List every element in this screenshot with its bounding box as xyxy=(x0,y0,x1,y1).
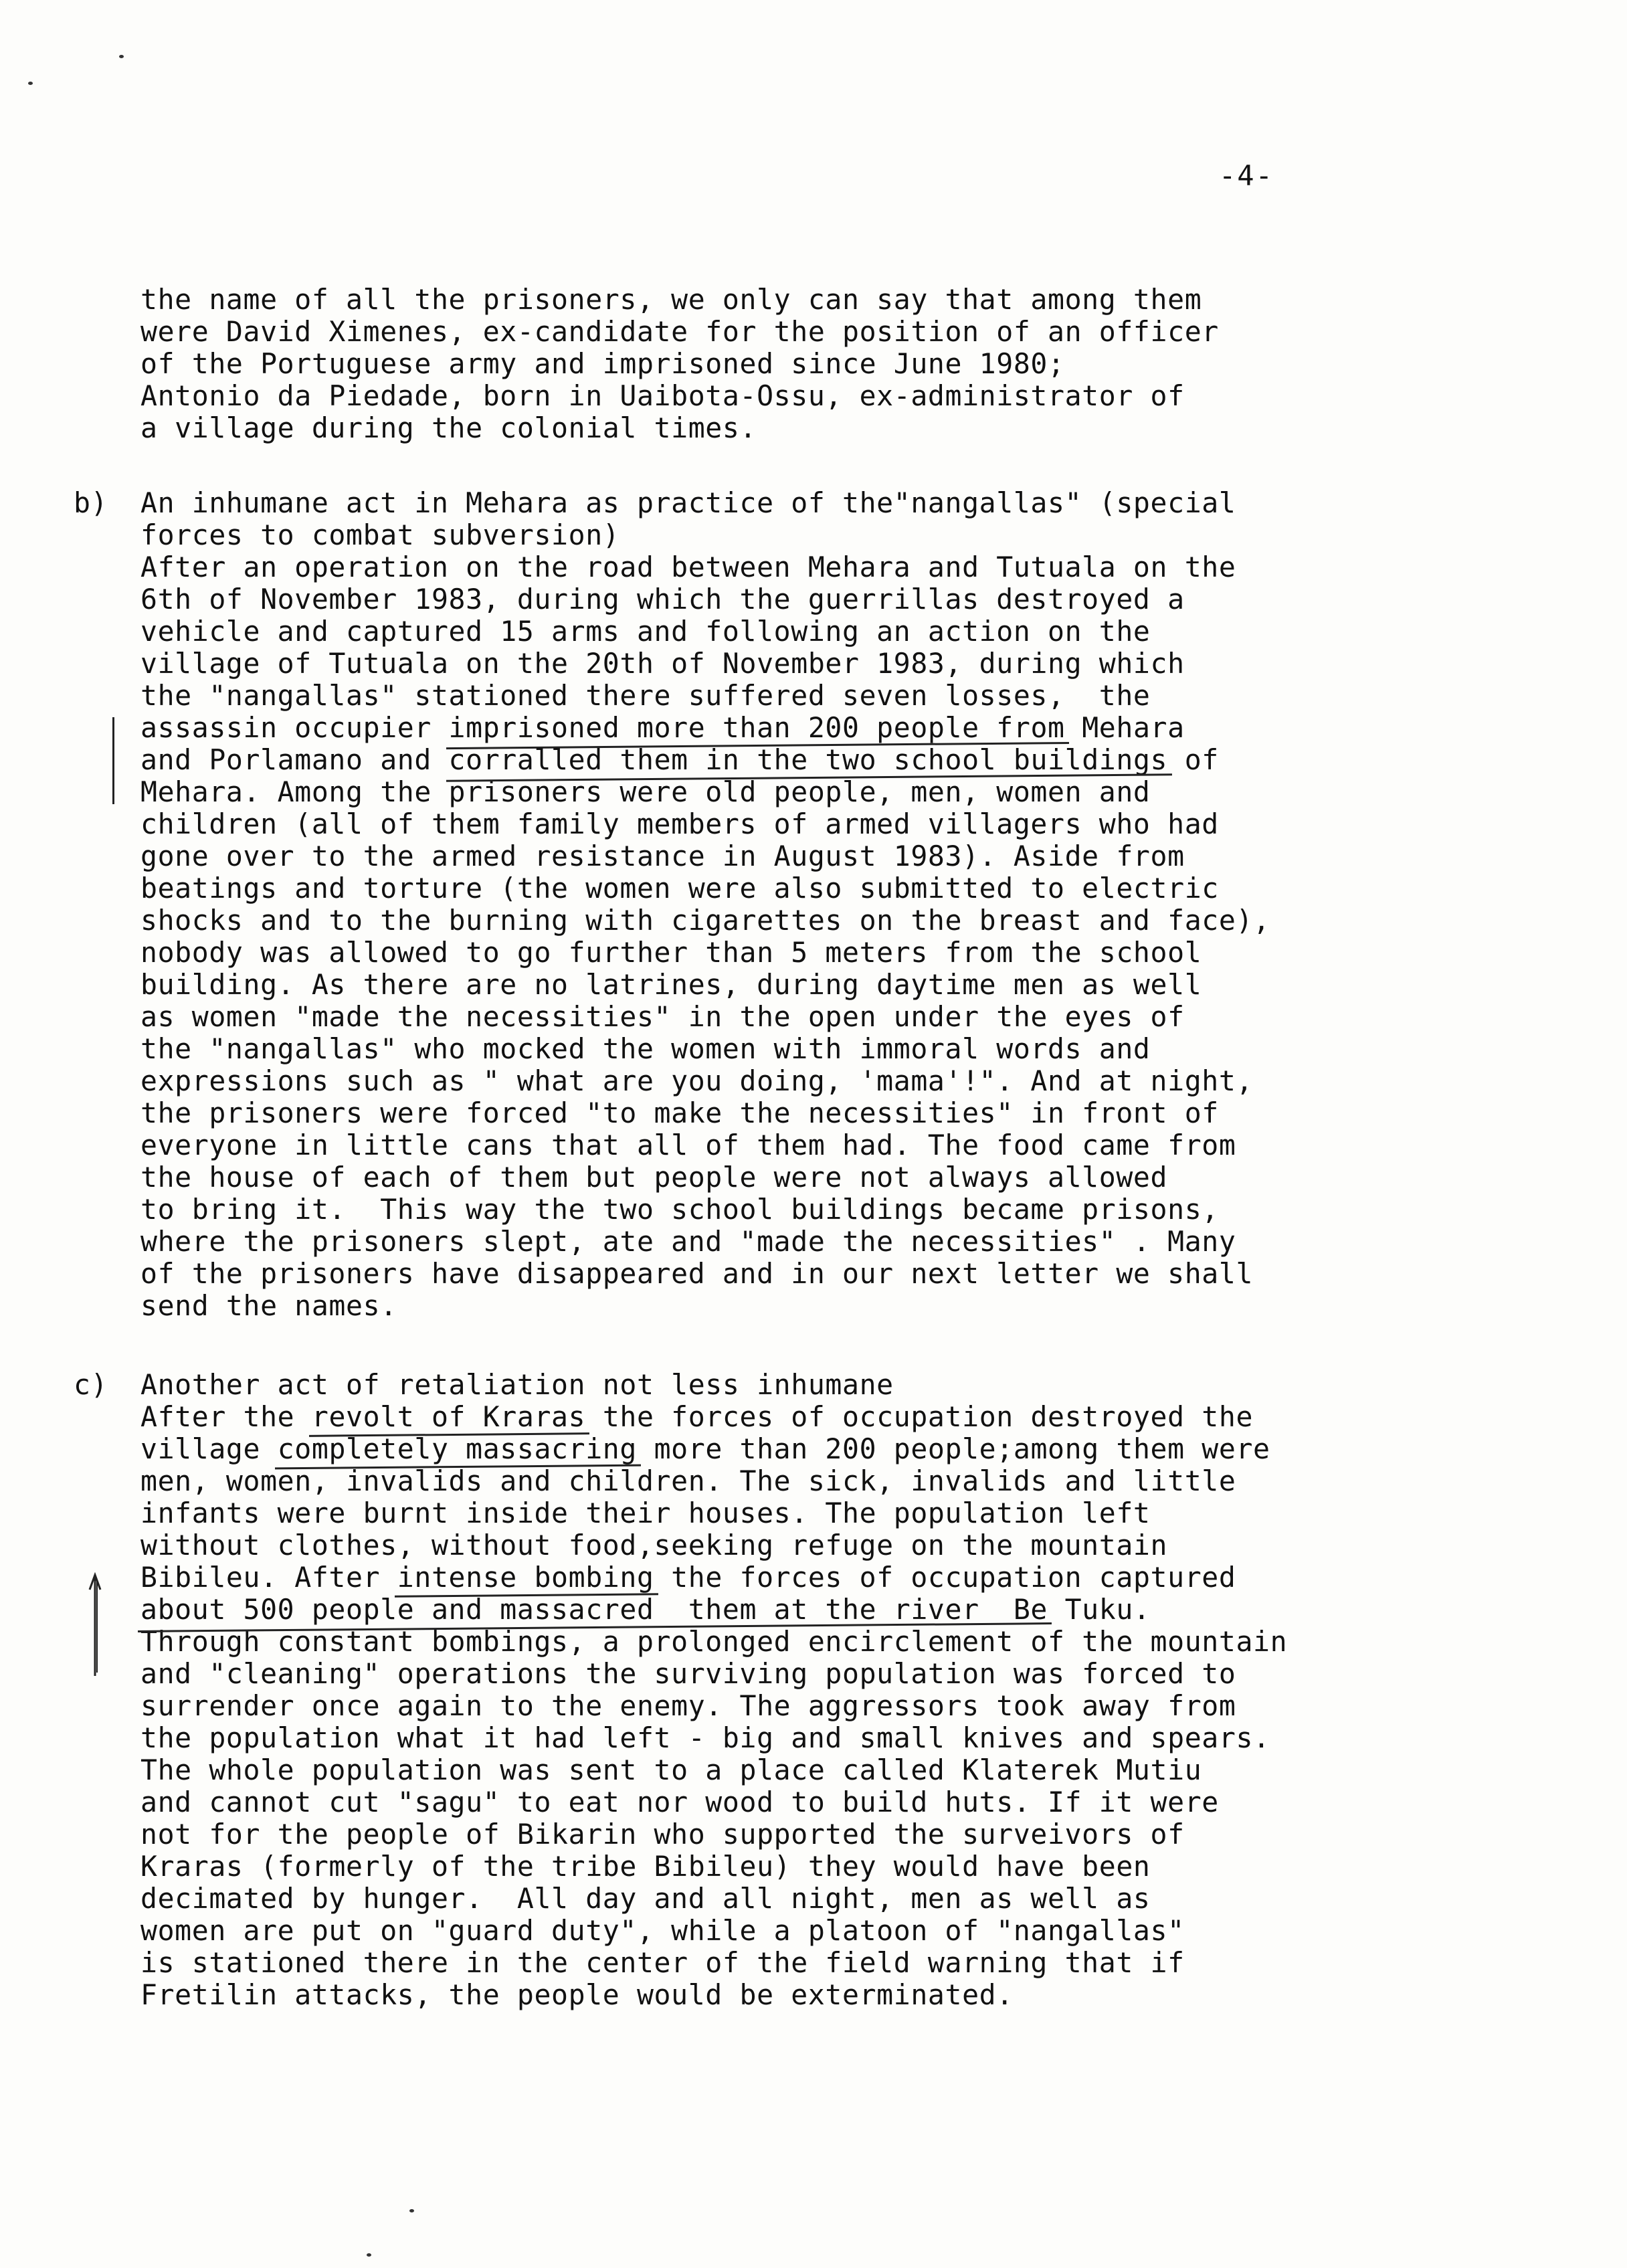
text-line xyxy=(74,1433,1512,1465)
underlined-text: corralled them in the two school buildings xyxy=(448,743,1168,776)
section-marker: b) xyxy=(74,486,108,519)
text-line: to bring it. This way the two school buildings became prisons, xyxy=(140,1193,1219,1226)
text-segment: the forces of occupation destroyed the xyxy=(585,1400,1254,1433)
text-line: beatings and torture (the women were also submitted to electric xyxy=(140,872,1219,905)
text-line: decimated by hunger. All day and all night, men as well as xyxy=(140,1882,1151,1915)
text-segment: and Porlamano and xyxy=(140,743,449,776)
text-line: the house of each of them but people were not always allowed xyxy=(140,1161,1168,1194)
text-line: After an operation on the road between Mehara and Tutuala on the xyxy=(140,551,1236,583)
text-line xyxy=(74,744,1512,776)
text-line: building. As there are no latrines, during daytime men as well xyxy=(140,968,1202,1001)
text-line: as women "made the necessities" in the open under the eyes of xyxy=(140,1000,1185,1033)
section-b xyxy=(74,487,1512,1322)
text-line xyxy=(74,712,1512,744)
text-line: the "nangallas" stationed there suffered seven losses, the xyxy=(140,679,1151,712)
text-line: the "nangallas" who mocked the women with immoral words and xyxy=(140,1032,1151,1065)
underlined-text: revolt of Kraras xyxy=(311,1400,586,1433)
text-line: the prisoners were forced "to make the necessities" in front of xyxy=(140,1097,1219,1129)
text-line: everyone in little cans that all of them had. The food came from xyxy=(140,1129,1236,1161)
text-line: and "cleaning" operations the surviving population was forced to xyxy=(140,1657,1236,1690)
text-line: children (all of them family members of armed villagers who had xyxy=(140,808,1219,840)
text-line: An inhumane act in Mehara as practice of the"nangallas" (special xyxy=(140,486,1236,519)
scan-speck xyxy=(367,2253,371,2257)
text-segment: the forces of occupation captured xyxy=(654,1561,1236,1594)
text-line: and cannot cut "sagu" to eat nor wood to build huts. If it were xyxy=(140,1786,1219,1818)
section-b-heading xyxy=(74,487,1512,519)
text-line xyxy=(74,1594,1512,1626)
text-line xyxy=(74,1562,1512,1594)
text-line: without clothes, without food,seeking refuge on the mountain xyxy=(140,1529,1168,1562)
section-marker: c) xyxy=(74,1368,108,1401)
text-line: women are put on "guard duty", while a platoon of "nangallas" xyxy=(140,1914,1185,1947)
text-segment: Tuku. xyxy=(1048,1593,1151,1626)
scan-speck xyxy=(409,2209,414,2212)
text-line: infants were burnt inside their houses. The population left xyxy=(140,1497,1151,1529)
page-number: -4- xyxy=(1219,159,1274,192)
text-segment: Bibileu. After xyxy=(140,1561,397,1594)
text-line: Fretilin attacks, the people would be exterminated. xyxy=(140,1978,1014,2011)
text-line: gone over to the armed resistance in August 1983). Aside from xyxy=(140,840,1185,872)
text-line: Mehara. Among the prisoners were old people, men, women and xyxy=(140,775,1151,808)
text-segment: Mehara xyxy=(1064,711,1185,744)
text-line xyxy=(74,1401,1512,1433)
text-line: a village during the colonial times. xyxy=(140,411,757,444)
text-segment: of xyxy=(1167,743,1219,776)
text-line: 6th of November 1983, during which the guerrillas destroyed a xyxy=(140,583,1185,616)
text-segment: village xyxy=(140,1432,278,1465)
underlined-text: about 500 people and massacred them at the river Be xyxy=(140,1593,1048,1626)
text-line: of the prisoners have disappeared and in our next letter we shall xyxy=(140,1257,1254,1290)
text-line: nobody was allowed to go further than 5 meters from the school xyxy=(140,936,1202,969)
text-line: village of Tutuala on the 20th of November 1983, during which xyxy=(140,647,1185,680)
text-line: shocks and to the burning with cigarettes on the breast and face), xyxy=(140,904,1270,937)
text-line: The whole population was sent to a place called Klaterek Mutiu xyxy=(140,1754,1202,1786)
text-line: Through constant bombings, a prolonged encirclement of the mountain xyxy=(140,1625,1288,1658)
section-c-heading xyxy=(74,1369,1512,1401)
text-line: vehicle and captured 15 arms and following an action on the xyxy=(140,615,1151,648)
scan-speck xyxy=(119,55,124,58)
text-line: Another act of retaliation not less inhumane xyxy=(140,1368,894,1401)
text-line: where the prisoners slept, ate and "made the necessities" . Many xyxy=(140,1225,1236,1258)
text-line: were David Ximenes, ex-candidate for the position of an officer xyxy=(140,315,1219,348)
underlined-text: completely massacring xyxy=(277,1432,637,1465)
text-line: the name of all the prisoners, we only can say that among them xyxy=(140,283,1202,316)
text-line: Kraras (formerly of the tribe Bibileu) they would have been xyxy=(140,1850,1151,1883)
text-line: surrender once again to the enemy. The aggressors took away from xyxy=(140,1689,1236,1722)
text-line: of the Portuguese army and imprisoned since June 1980; xyxy=(140,347,1065,380)
text-line: send the names. xyxy=(140,1289,397,1322)
scan-speck xyxy=(28,82,33,85)
text-line: men, women, invalids and children. The sick, invalids and little xyxy=(140,1464,1236,1497)
underlined-text: intense bombing xyxy=(397,1561,654,1594)
intro-paragraph xyxy=(74,284,1512,444)
text-segment: After the xyxy=(140,1400,312,1433)
text-segment: assassin occupier xyxy=(140,711,449,744)
text-line: expressions such as " what are you doing, 'mama'!". And at night, xyxy=(140,1064,1254,1097)
text-line: forces to combat subversion) xyxy=(140,518,620,551)
text-line: Antonio da Piedade, born in Uaibota-Ossu, ex-administrator of xyxy=(140,379,1185,412)
text-line: is stationed there in the center of the field warning that if xyxy=(140,1946,1185,1979)
section-c xyxy=(74,1369,1512,2011)
underlined-text: imprisoned more than 200 people from xyxy=(448,711,1065,744)
text-line: the population what it had left - big and small knives and spears. xyxy=(140,1721,1270,1754)
handwritten-arrow-mark xyxy=(88,1572,102,1679)
text-segment: more than 200 people;among them were xyxy=(636,1432,1270,1465)
text-line: not for the people of Bikarin who supported the surveivors of xyxy=(140,1818,1185,1851)
margin-mark xyxy=(112,717,114,804)
